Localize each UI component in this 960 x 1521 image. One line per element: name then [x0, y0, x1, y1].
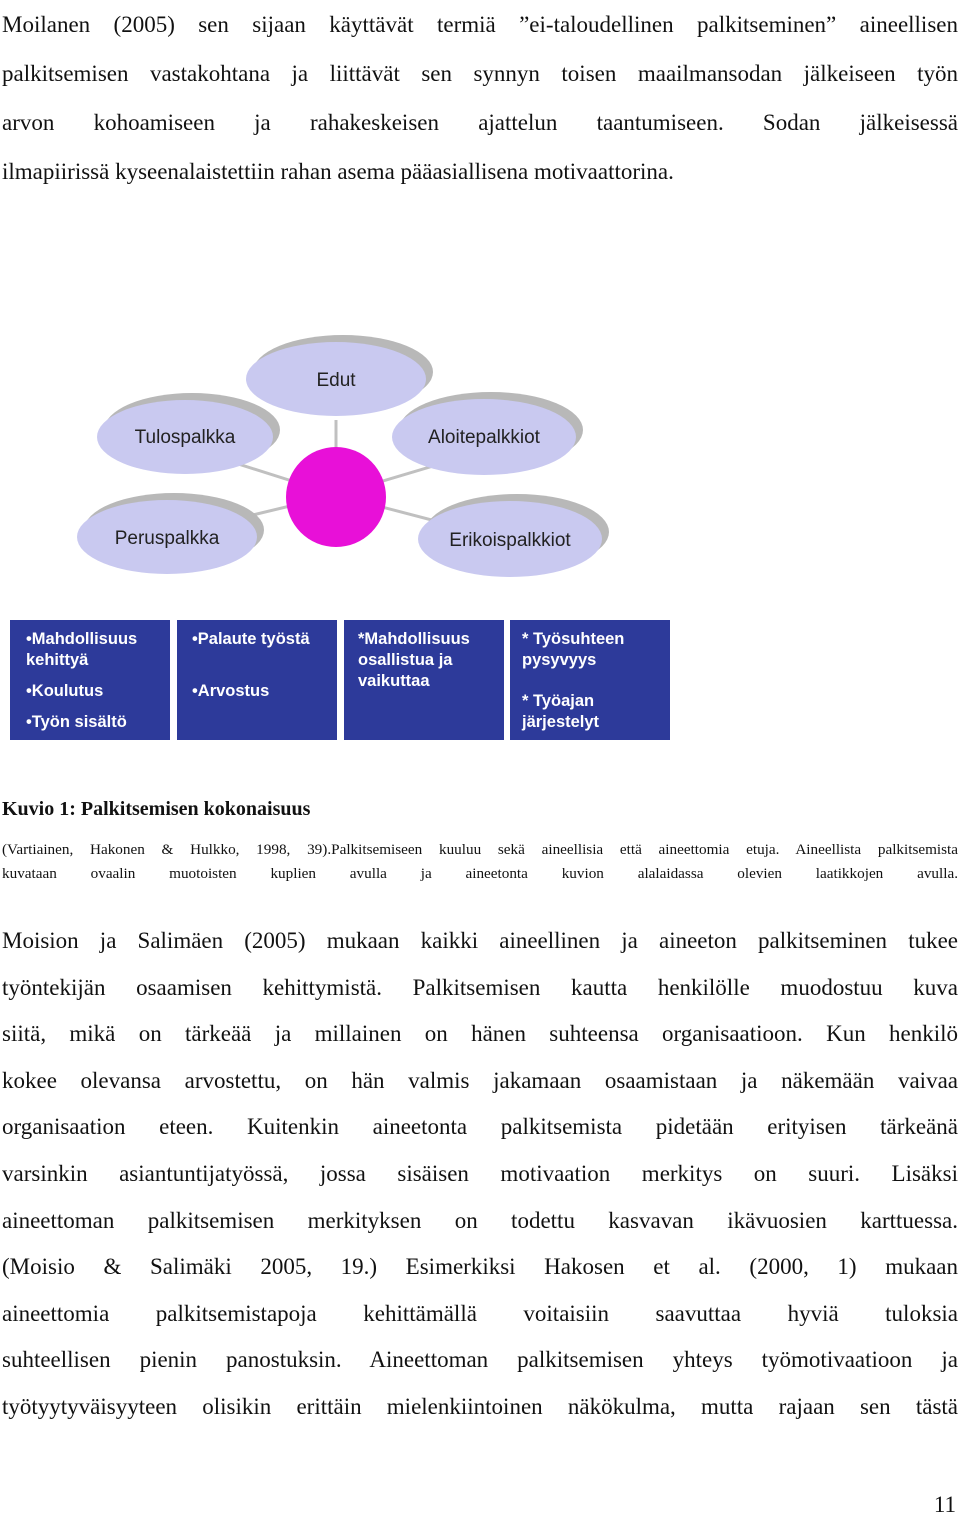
box-2: [177, 620, 337, 740]
ellipse-label: Aloitepalkkiot: [428, 427, 540, 448]
body-paragraph: [2, 918, 958, 1431]
box-line: •Työn sisältö: [26, 713, 127, 731]
ellipse-label: Edut: [316, 370, 356, 391]
body-line: siitä, mikä on tärkeää ja millainen on hänen suhteensa organisaatioon. Kun henkilö: [2, 1021, 958, 1047]
intro-line: ilmapiirissä kyseenalaistettiin rahan asema pääasiallisena motivaattorina.: [2, 159, 674, 184]
box-line: * Työsuhteen: [522, 630, 625, 648]
caption-line: kuvataan ovaalin muotoisten kuplien avulla ja aineetonta kuvion alalaidassa olevien laatikkojen avulla.: [2, 865, 958, 882]
box-line: * Työajan: [522, 692, 595, 710]
center-circle: [286, 447, 386, 547]
box-line: •Koulutus: [26, 682, 104, 700]
figure-caption-title: Kuvio 1: Palkitsemisen kokonaisuus: [2, 798, 311, 820]
box-line: vaikuttaa: [358, 672, 430, 690]
ellipse-label: Erikoispalkkiot: [449, 530, 571, 551]
intro-line: Moilanen (2005) sen sijaan käyttävät termiä ”ei-taloudellinen palkitseminen” aineellisen: [2, 12, 958, 37]
reward-diagram: [0, 320, 960, 780]
box-3: [344, 620, 504, 740]
body-line: (Moisio & Salimäki 2005, 19.) Esimerkiksi Hakosen et al. (2000, 1) mukaan: [2, 1254, 958, 1280]
body-line: aineettoman palkitsemisen merkityksen on todettu kasvavan ikävuosien karttuessa.: [2, 1207, 958, 1233]
body-line: aineettomia palkitsemistapoja kehittämällä voitaisiin saavuttaa hyviä tuloksia: [2, 1300, 958, 1326]
box-line: •Palaute työstä: [192, 630, 310, 648]
figure-caption-text: [2, 838, 958, 886]
page-number: 11: [933, 1492, 956, 1517]
body-line: kokee olevansa arvostettu, on hän valmis jakamaan osaamistaan ja näkemään vaivaa: [2, 1067, 958, 1093]
ellipse-edut: [246, 335, 433, 416]
box-line: •Mahdollisuus: [26, 630, 138, 648]
body-line: työtyytyväisyyteen olisikin erittäin mielenkiintoinen näkökulma, mutta rajaan sen tästä: [2, 1393, 958, 1419]
box-line: järjestelyt: [522, 713, 600, 731]
caption-line: (Vartiainen, Hakonen & Hulkko, 1998, 39).Palkitsemiseen kuuluu sekä aineellisia että aineettomia etuja. Aineellista palkitsemista: [2, 841, 958, 858]
box-line: •Arvostus: [192, 682, 270, 700]
ellipse-aloitepalkkiot: [392, 392, 583, 475]
body-line: työntekijän osaamisen kehittymistä. Palkitsemisen kautta henkilölle muodostuu kuva: [2, 974, 958, 1000]
box-line: osallistua ja: [358, 651, 453, 669]
box-line: kehittyä: [26, 651, 89, 669]
box-line: *Mahdollisuus: [358, 630, 470, 648]
ellipse-label: Peruspalkka: [114, 528, 220, 549]
ellipse-label: Tulospalkka: [134, 427, 236, 448]
ellipse-erikoispalkkiot: [418, 494, 609, 577]
intro-line: arvon kohoamiseen ja rahakeskeisen ajattelun taantumiseen. Sodan jälkeisessä: [2, 110, 958, 135]
box-1: [10, 620, 170, 740]
intro-paragraph: [2, 0, 958, 196]
box-line: pysyvyys: [522, 651, 597, 669]
body-line: varsinkin asiantuntijatyössä, jossa sisäisen motivaation merkitys on suuri. Lisäksi: [2, 1160, 958, 1186]
body-line: organisaation eteen. Kuitenkin aineetonta palkitsemista pidetään erityisen tärkeänä: [2, 1114, 958, 1140]
body-line: Moision ja Salimäen (2005) mukaan kaikki aineellinen ja aineeton palkitseminen tukee: [2, 928, 958, 953]
ellipse-tulospalkka: [97, 393, 280, 474]
body-line: suhteellisen pienin panostuksin. Aineettoman palkitsemisen yhteys työmotivaatioon ja: [2, 1347, 958, 1373]
intro-line: palkitsemisen vastakohtana ja liittävät sen synnyn toisen maailmansodan jälkeiseen työn: [2, 61, 958, 86]
ellipse-peruspalkka: [77, 493, 264, 574]
box-4: [510, 620, 670, 740]
